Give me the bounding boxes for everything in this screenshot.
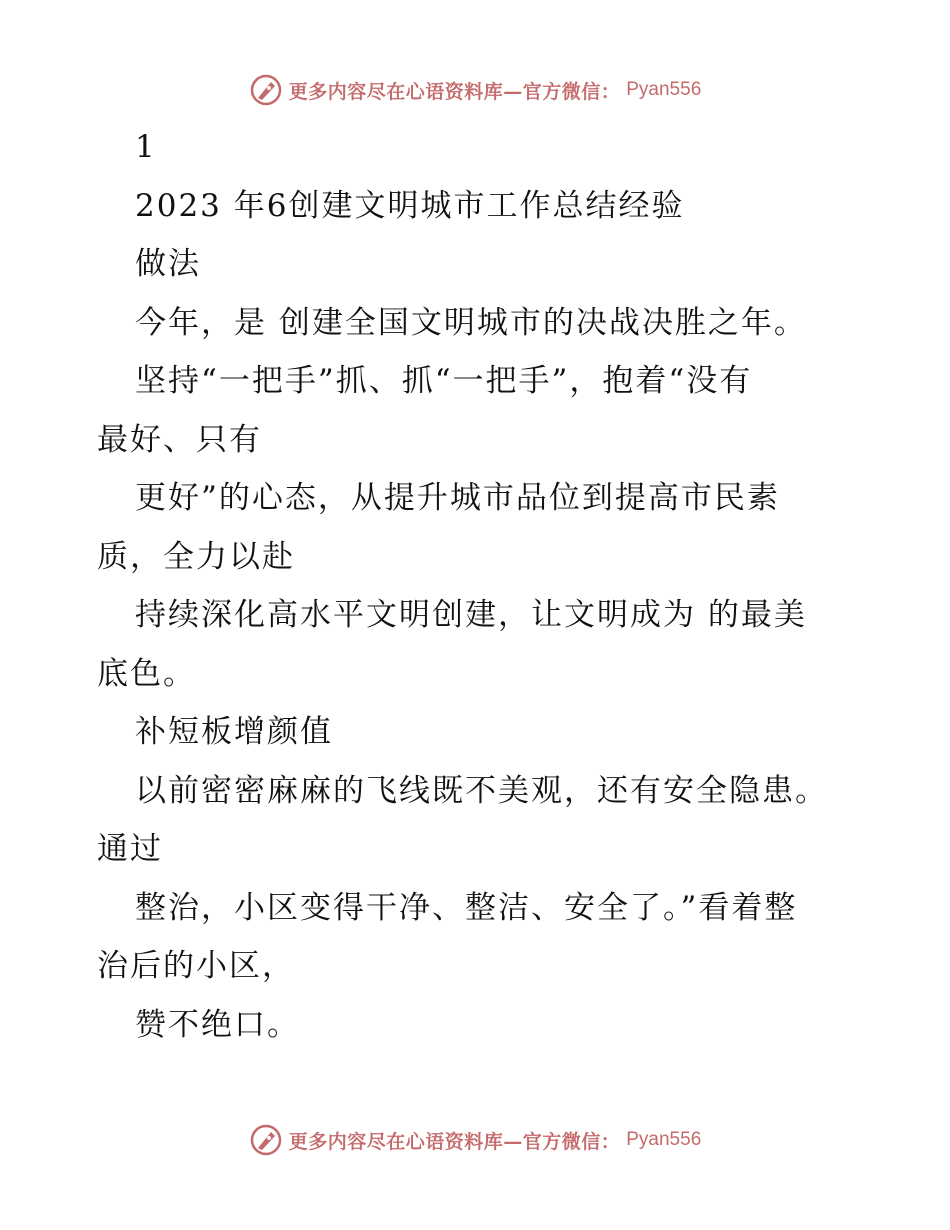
footer-watermark-banner	[0, 1120, 950, 1160]
watermark-contact: Pyan556	[626, 79, 702, 100]
text-line: 底色。	[97, 655, 196, 692]
text-line: 通过	[97, 831, 163, 867]
text-line: 今年，是 创建全国文明城市的决战决胜之年。	[135, 304, 807, 341]
text-line: 持续深化高水平文明创建，让文明成为 的最美	[135, 597, 807, 633]
document-body	[97, 118, 857, 1054]
text-line: 整治，小区变得干净、整洁、安全了。”看着整	[135, 889, 798, 926]
header-watermark-banner	[0, 70, 950, 110]
pen-nib-logo-icon	[249, 73, 283, 107]
text-line: 治后的小区，	[97, 948, 295, 984]
pen-nib-logo-icon	[249, 1123, 283, 1157]
text-line: 以前密密麻麻的飞线既不美观，还有安全隐患。	[135, 772, 828, 809]
text-line: 赞不绝口。	[135, 1006, 300, 1043]
text-line: 最好、只有	[97, 421, 262, 458]
text-line: 质，全力以赴	[97, 538, 295, 575]
text-line: 做法	[135, 246, 201, 282]
text-line: 更好”的心态，从提升城市品位到提高市民素	[135, 480, 780, 516]
text-line: 2023 年6创建文明城市工作总结经验	[135, 187, 685, 224]
text-line: 补短板增颜值	[135, 714, 333, 750]
watermark-contact: Pyan556	[626, 1129, 702, 1150]
watermark-text: 更多内容尽在心语资料库—官方微信：	[288, 1130, 621, 1153]
text-line: 坚持“一把手”抓、抓“一把手”，抱着“没有	[135, 363, 753, 399]
watermark-text: 更多内容尽在心语资料库—官方微信：	[288, 80, 621, 103]
text-line: 1	[135, 129, 157, 165]
